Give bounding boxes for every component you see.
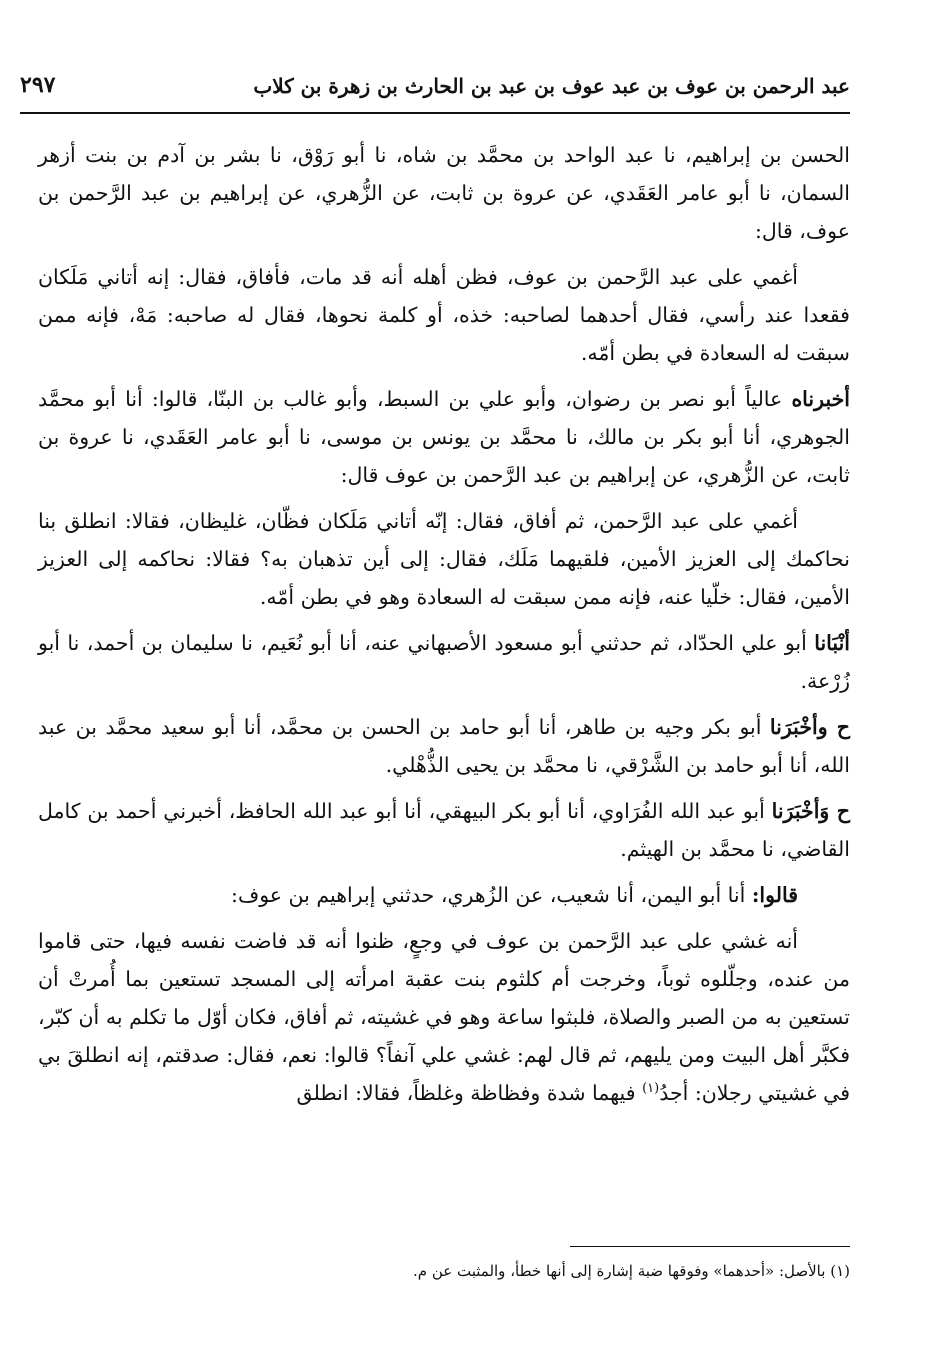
- paragraph-text: أبو بكر وجيه بن طاهر، أنا أبو حامد بن الحسن بن محمَّد، أنا أبو سعيد محمَّد بن عبد الله، أنا أبو حامد بن الشَّرْقي، نا محمَّد بن يحيى الذُّهْلي.: [38, 715, 850, 777]
- footnote-marker: (١): [830, 1262, 850, 1280]
- footnote-rule: [570, 1246, 850, 1247]
- footnote-text: بالأصل: «أحدهما» وفوقها ضبة إشارة إلى أنها خطأ، والمثبت عن م.: [413, 1262, 826, 1280]
- footnote: [90, 1258, 850, 1284]
- paragraph-text: أبو عبد الله الفُرَاوي، أنا أبو بكر البيهقي، أنا أبو عبد الله الحافظ، أخبرني أحمد بن كامل القاضي، نا محمَّد بن الهيثم.: [38, 799, 850, 861]
- chain-lead-word: قالوا:: [751, 883, 798, 907]
- paragraph-text: أنا أبو اليمن، أنا شعيب، عن الزُهري، حدثني إبراهيم بن عوف:: [231, 883, 752, 907]
- paragraph-4: [38, 502, 850, 616]
- header-rule: [20, 112, 850, 114]
- footnote-reference[interactable]: (١): [642, 1081, 660, 1097]
- chain-lead-word: أنْبَانا: [814, 631, 850, 655]
- paragraph-7: [38, 792, 850, 868]
- body-text: [38, 136, 850, 1112]
- paragraph-9: [38, 922, 850, 1112]
- paragraph-text: فيهما شدة وفظاظة وغلظاً، فقالا: انطلق: [296, 1081, 643, 1105]
- paragraph-6: [38, 708, 850, 784]
- paragraph-text: أغمي على عبد الرَّحمن، ثم أفاق، فقال: إنّه أتاني مَلَكان فظّان، غليظان، فقالا: انطلق بنا نحاكمك إلى العزيز الأمين، فلقيهما مَلَك، فقال: إلى أين تذهبان به؟ فقالا: نحاكمه إلى العزيز الأمين، فقال: خلّيا عنه، فإنه ممن سبقت له السعادة وهو في بطن أمّه.: [38, 509, 850, 609]
- paragraph-text: أغمي على عبد الرَّحمن بن عوف، فظن أهله أنه قد مات، فأفاق، فقال: إنه أتاني مَلَكان فقعدا عند رأسي، فقال أحدهما لصاحبه: خذه، أو كلمة نحوها، فقال له صاحبه: مَهْ، فإنه ممن سبقت له السعادة في بطن أمّه.: [38, 265, 850, 365]
- paragraph-2: [38, 258, 850, 372]
- page-header: [20, 70, 850, 110]
- paragraph-3: [38, 380, 850, 494]
- paragraph-5: [38, 624, 850, 700]
- paragraph-text: الحسن بن إبراهيم، نا عبد الواحد بن محمَّد بن شاه، نا أبو رَوْق، نا بشر بن آدم بن بنت أزهر السمان، نا أبو عامر العَقَدي، عن عروة بن ثابت، عن الزُّهري، عن إبراهيم بن عبد الرَّحمن بن عوف، قال:: [38, 143, 850, 243]
- chain-lead-word: ح وَأخْبَرَنا: [771, 799, 850, 823]
- chain-lead-word: ح وأخْبَرَنا: [769, 715, 850, 739]
- running-head: عبد الرحمن بن عوف بن عبد عوف بن عبد بن الحارث بن زهرة بن كلاب: [253, 74, 850, 98]
- paragraph-text: عالياً أبو نصر بن رضوان، وأبو علي بن السبط، وأبو غالب بن البنّا، قالوا: أنا أبو محمَّد الجوهري، أنا أبو بكر بن مالك، نا محمَّد بن يونس بن موسى، نا أبو عامر العَقَدي، نا عروة بن ثابت، عن الزُّهري، عن إبراهيم بن عبد الرَّحمن بن عوف قال:: [38, 387, 851, 487]
- paragraph-text: أنه غشي على عبد الرَّحمن بن عوف في وجعٍ، ظنوا أنه قد فاضت نفسه فيها، حتى قاموا من عنده، وجلّلوه ثوباً، وخرجت أم كلثوم بنت عقبة امرأته إلى المسجد تستعين بما أُمرتْ أن تستعين به من الصبر والصلاة، فلبثوا ساعة وهو في غشيته، ثم أفاق، فكان أوّل ما تكلم به أن كبّر، فكبَّر أهل البيت ومن يليهم، ثم قال لهم: غشي علي آنفاً؟ قالوا: نعم، فقال: صدقتم، إنه انطلقَ بي في غشيتي رجلان: أجدُ: [38, 929, 850, 1105]
- page-number: ٢٩٧: [20, 72, 56, 98]
- chain-lead-word: أخبرناه: [791, 387, 850, 411]
- paragraph-text: أبو علي الحدّاد، ثم حدثني أبو مسعود الأصبهاني عنه، أنا أبو نُعَيم، نا سليمان بن أحمد، نا أبو زُرْعة.: [38, 631, 850, 693]
- paragraph-8: [38, 876, 850, 914]
- paragraph-1: [38, 136, 850, 250]
